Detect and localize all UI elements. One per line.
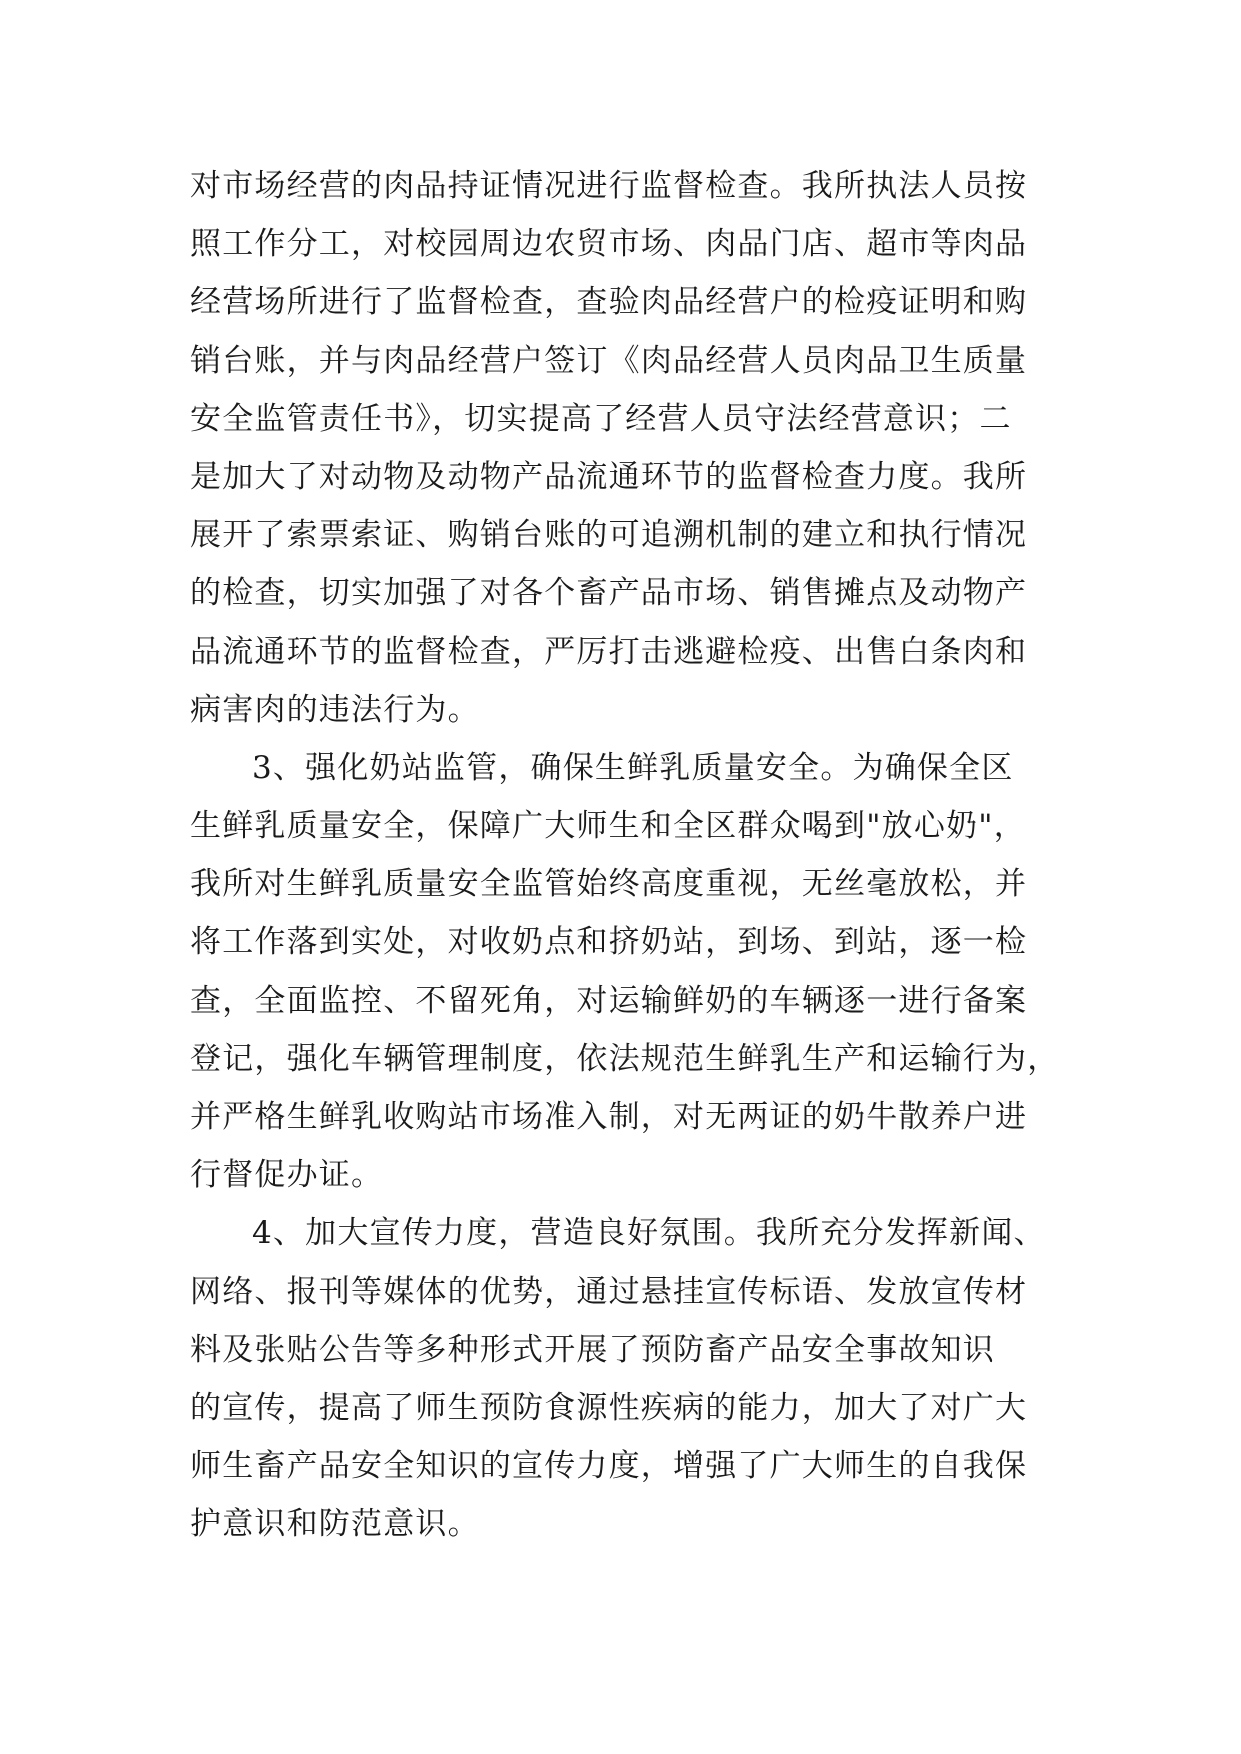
text-line: 生鲜乳质量安全，保障广大师生和全区群众喝到"放心奶"， — [190, 808, 1026, 845]
text-line: 照工作分工，对校园周边农贸市场、肉品门店、超市等肉品 — [190, 226, 1028, 263]
text-line: 是加大了对动物及动物产品流通环节的监督检查力度。我所 — [190, 458, 1028, 495]
paragraph-meat-inspection — [190, 157, 1070, 739]
text-line: 安全监管责任书》，切实提高了经营人员守法经营意识；二 — [190, 400, 1012, 437]
text-line: 销台账，并与肉品经营户签订《肉品经营人员肉品卫生质量 — [190, 342, 1028, 379]
text-line: 料及张贴公告等多种形式开展了预防畜产品安全事故知识 — [190, 1331, 995, 1368]
text-line: 展开了索票索证、购销台账的可追溯机制的建立和执行情况 — [190, 517, 1028, 554]
text-line: 将工作落到实处，对收奶点和挤奶站，到场、到站，逐一检 — [190, 924, 1028, 961]
text-line: 查，全面监控、不留死角，对运输鲜奶的车辆逐一进行备案 — [190, 982, 1028, 1019]
text-line: 经营场所进行了监督检查，查验肉品经营户的检疫证明和购 — [190, 284, 1028, 321]
text-line: 师生畜产品安全知识的宣传力度，增强了广大师生的自我保 — [190, 1448, 1028, 1485]
text-line: 3、强化奶站监管，确保生鲜乳质量安全。为确保全区 — [252, 749, 1014, 786]
text-line: 对市场经营的肉品持证情况进行监督检查。我所执法人员按 — [190, 168, 1028, 204]
document-body — [190, 157, 1070, 1554]
paragraph-milk-station — [190, 739, 1070, 1205]
text-line: 4、加大宣传力度，营造良好氛围。我所充分发挥新闻、 — [252, 1215, 1046, 1252]
text-line: 并严格生鲜乳收购站市场准入制，对无两证的奶牛散养户进 — [190, 1099, 1028, 1135]
text-line: 病害肉的违法行为。 — [190, 691, 480, 728]
text-line: 登记，强化车辆管理制度，依法规范生鲜乳生产和运输行为， — [190, 1040, 1060, 1077]
text-line: 行督促办证。 — [190, 1157, 384, 1194]
paragraph-publicity — [190, 1204, 1070, 1553]
text-line: 的宣传，提高了师生预防食源性疾病的能力，加大了对广大 — [190, 1389, 1028, 1426]
text-line: 品流通环节的监督检查，严厉打击逃避检疫、出售白条肉和 — [190, 633, 1028, 670]
text-line: 网络、报刊等媒体的优势，通过悬挂宣传标语、发放宣传材 — [190, 1273, 1028, 1310]
text-line: 我所对生鲜乳质量安全监管始终高度重视，无丝毫放松，并 — [190, 866, 1028, 903]
text-line: 护意识和防范意识。 — [190, 1506, 480, 1543]
text-line: 的检查，切实加强了对各个畜产品市场、销售摊点及动物产 — [190, 575, 1028, 612]
